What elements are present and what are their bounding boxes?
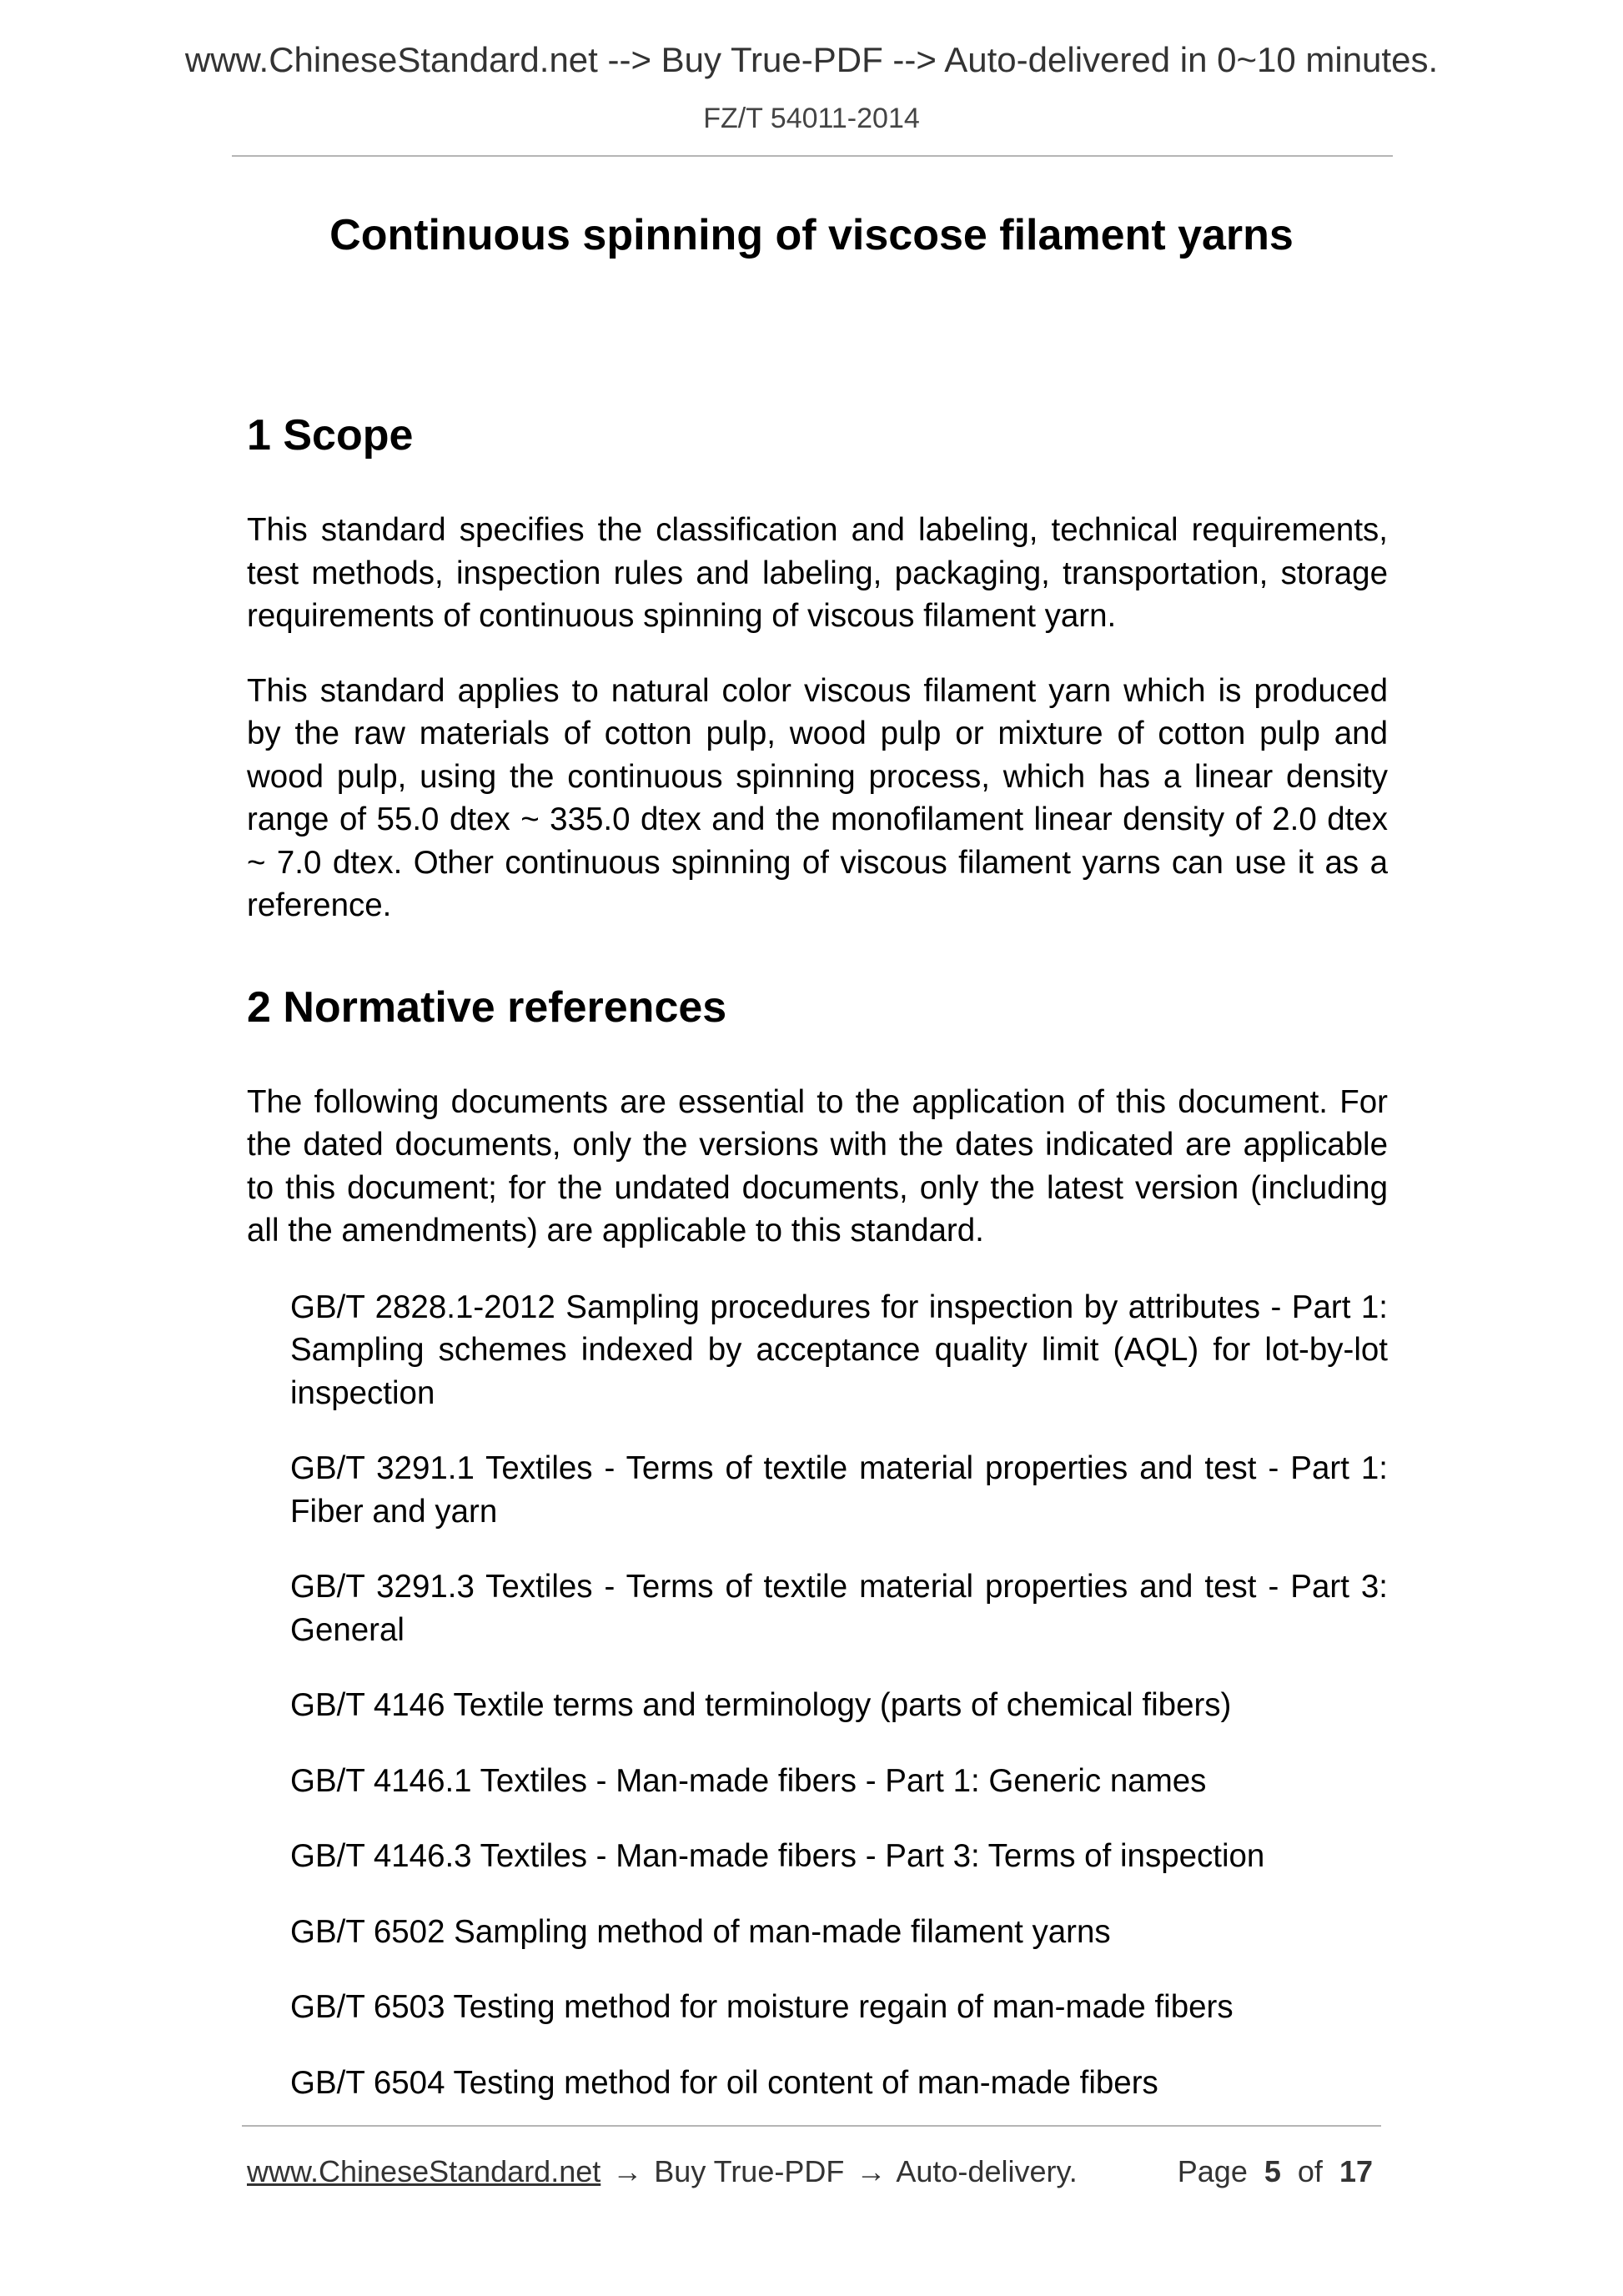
reference-item: GB/T 4146 Textile terms and terminology (parts of chemical fibers) [290,1687,1232,1723]
page-footer [247,2150,1383,2193]
right-arrow-icon: → [612,2154,643,2188]
reference-list [247,1286,1388,2105]
top-banner: www.ChineseStandard.net --> Buy True-PDF --> Auto-delivered in 0~10 minutes. [184,40,1439,79]
auto-delivery-text: Auto-delivery. [896,2154,1078,2188]
section-heading-scope: 1 Scope [247,411,414,460]
reference-item: GB/T 4146.1 Textiles - Man-made fibers - Part 1: Generic names [290,1762,1207,1799]
normative-intro-paragraph: The following documents are essential to the application of this document. For the dated documents, only the versions with the dates indicated are applicable to this document; for the undated documents, only the latest version (including all the amendments) are applicable to this standard. [247,1083,1388,1248]
footer-promo [247,2150,1078,2193]
reference-item: GB/T 3291.1 Textiles - Terms of textile material properties and test - Part 1: Fiber and yarn [290,1450,1388,1530]
section-heading-normative-references: 2 Normative references [247,982,727,1032]
reference-item: GB/T 2828.1-2012 Sampling procedures for inspection by attributes - Part 1: Sampling schemes indexed by acceptance quality limit (AQL) for lot-by-lot inspection [290,1289,1388,1411]
right-arrow-icon: → [856,2154,887,2188]
current-page-number: 5 [1264,2154,1281,2188]
of-label: of [1297,2154,1323,2188]
document-title: Continuous spinning of viscose filament yarns [329,211,1294,259]
document-body [247,407,1388,2137]
total-page-count: 17 [1339,2154,1373,2188]
reference-item: GB/T 6504 Testing method for oil content of man-made fibers [290,2064,1158,2101]
document-code: FZ/T 54011-2014 [703,103,920,134]
footer-divider [242,2125,1381,2127]
header-divider [232,155,1393,157]
reference-item: GB/T 6503 Testing method for moisture regain of man-made fibers [290,1989,1234,2025]
reference-item: GB/T 3291.3 Textiles - Terms of textile material properties and test - Part 3: General [290,1569,1388,1648]
reference-item: GB/T 6502 Sampling method of man-made filament yarns [290,1913,1111,1950]
buy-pdf-text: Buy True-PDF [654,2154,845,2188]
scope-paragraph: This standard applies to natural color viscous filament yarn which is produced by the raw materials of cotton pulp, wood pulp or mixture of cotton pulp and wood pulp, using the continuous spinning process, which has a linear density range of 55.0 dtex ~ 335.0 dtex and the monofilament linear density of 2.0 dtex ~ 7.0 dtex. Other continuous spinning of viscous filament yarns can use it as a reference. [247,672,1388,923]
reference-item: GB/T 4146.3 Textiles - Man-made fibers - Part 3: Terms of inspection [290,1838,1265,1874]
site-link[interactable]: www.ChineseStandard.net [247,2154,601,2188]
page-indicator [1178,2150,1373,2193]
scope-paragraph: This standard specifies the classification and labeling, technical requirements, test methods, inspection rules and labeling, packaging, transportation, storage requirements of continuous spinning of viscous filament yarn. [247,512,1388,634]
page-label: Page [1177,2154,1248,2188]
